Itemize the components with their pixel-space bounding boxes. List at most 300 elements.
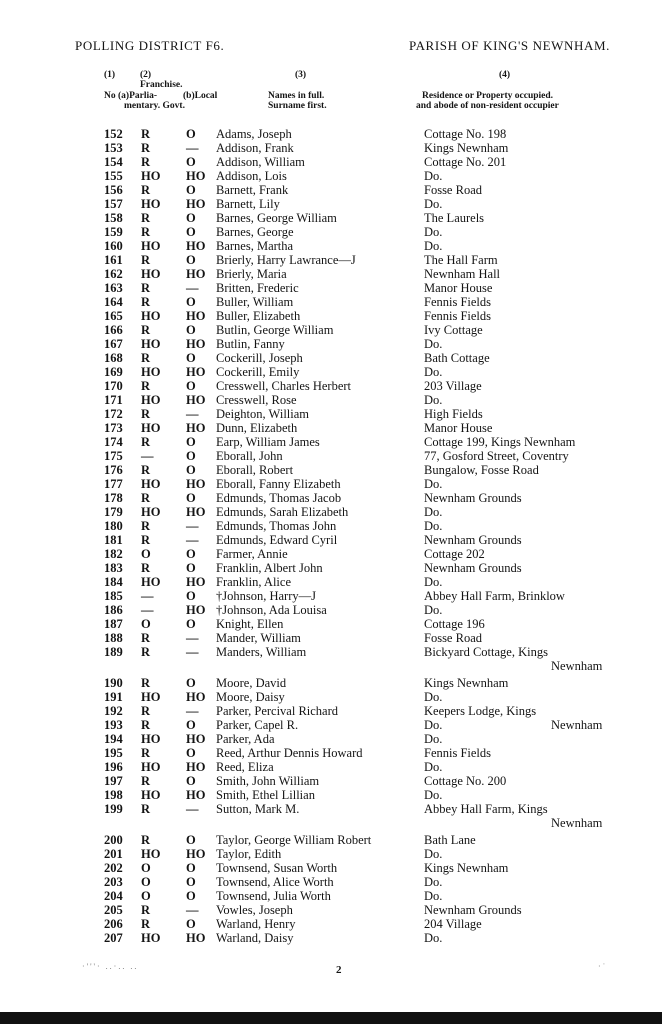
- parliamentary-franchise: R: [141, 141, 151, 155]
- elector-name: Cockerill, Emily: [216, 365, 300, 379]
- residence: Fennis Fields: [424, 309, 492, 323]
- local-govt-franchise: O: [186, 379, 196, 393]
- residence: 77, Gosford Street, Coventry: [424, 449, 569, 463]
- parliamentary-franchise: O: [141, 547, 151, 561]
- residence: Newnham Grounds: [424, 561, 522, 575]
- elector-name: Addison, Frank: [216, 141, 294, 155]
- residence: Do.: [424, 393, 443, 407]
- parliamentary-franchise: R: [141, 491, 151, 505]
- elector-row: [0, 225, 662, 239]
- elector-name: Buller, William: [216, 295, 294, 309]
- elector-name: Townsend, Julia Worth: [216, 889, 331, 903]
- elector-name: Franklin, Alice: [216, 575, 291, 589]
- elector-name: Reed, Eliza: [216, 760, 274, 774]
- local-govt-franchise: O: [186, 833, 196, 847]
- elector-number: 161: [104, 253, 123, 267]
- local-govt-franchise: HO: [186, 197, 206, 211]
- parliamentary-franchise: HO: [141, 365, 161, 379]
- elector-number: 168: [104, 351, 123, 365]
- parliamentary-franchise: R: [141, 704, 151, 718]
- parliamentary-franchise: HO: [141, 575, 161, 589]
- parliamentary-franchise: R: [141, 903, 151, 917]
- local-govt-franchise: —: [186, 645, 199, 659]
- elector-row: [0, 309, 662, 323]
- elector-row: [0, 676, 662, 690]
- local-govt-franchise: O: [186, 295, 196, 309]
- residence: Do.: [424, 197, 443, 211]
- elector-row: [0, 365, 662, 379]
- parliamentary-franchise: R: [141, 155, 151, 169]
- elector-row: [0, 561, 662, 575]
- elector-row: [0, 407, 662, 421]
- elector-name: Cresswell, Rose: [216, 393, 297, 407]
- elector-row: [0, 141, 662, 155]
- local-govt-franchise: O: [186, 351, 196, 365]
- local-govt-franchise: O: [186, 491, 196, 505]
- elector-number: 155: [104, 169, 123, 183]
- local-govt-franchise: O: [186, 211, 196, 225]
- elector-row: [0, 323, 662, 337]
- col2-number: (2): [140, 70, 152, 80]
- residence: Kings Newnham: [424, 676, 509, 690]
- residence: Cottage 196: [424, 617, 485, 631]
- parliamentary-franchise: R: [141, 379, 151, 393]
- elector-name: Townsend, Susan Worth: [216, 861, 338, 875]
- local-govt-franchise: HO: [186, 732, 206, 746]
- local-govt-franchise: O: [186, 435, 196, 449]
- local-govt-franchise: —: [186, 141, 199, 155]
- residence-continuation-line: [0, 816, 662, 830]
- local-govt-franchise: O: [186, 225, 196, 239]
- parliamentary-franchise: R: [141, 211, 151, 225]
- elector-number: 166: [104, 323, 123, 337]
- elector-name: Addison, Lois: [216, 169, 287, 183]
- elector-number: 170: [104, 379, 123, 393]
- elector-number: 156: [104, 183, 123, 197]
- elector-number: 184: [104, 575, 123, 589]
- elector-name: Parker, Ada: [216, 732, 275, 746]
- residence: Do.: [424, 337, 443, 351]
- residence-continuation-line: [0, 659, 662, 673]
- residence: Bath Cottage: [424, 351, 490, 365]
- elector-row: [0, 875, 662, 889]
- residence: Cottage 199, Kings Newnham: [424, 435, 576, 449]
- elector-name: †Johnson, Harry—J: [216, 589, 316, 603]
- residence: High Fields: [424, 407, 483, 421]
- elector-name: Parker, Percival Richard: [216, 704, 339, 718]
- elector-number: 153: [104, 141, 123, 155]
- parliamentary-franchise: HO: [141, 309, 161, 323]
- elector-number: 181: [104, 533, 123, 547]
- parliamentary-franchise: HO: [141, 477, 161, 491]
- residence: Newnham Grounds: [424, 903, 522, 917]
- elector-number: 177: [104, 477, 123, 491]
- elector-row: [0, 379, 662, 393]
- elector-number: 194: [104, 732, 123, 746]
- local-govt-franchise: HO: [186, 169, 206, 183]
- parliamentary-franchise: HO: [141, 393, 161, 407]
- residence-continuation: Newnham: [551, 718, 603, 732]
- elector-row: [0, 351, 662, 365]
- local-govt-franchise: —: [186, 631, 199, 645]
- elector-row: [0, 746, 662, 760]
- residence: Do.: [424, 875, 443, 889]
- residence: The Laurels: [424, 211, 485, 225]
- elector-row: [0, 889, 662, 903]
- local-govt-franchise: —: [186, 903, 199, 917]
- scan-specks-left: ·'''· ..·.. ..: [82, 962, 139, 971]
- parliamentary-franchise: R: [141, 746, 151, 760]
- parliamentary-franchise: R: [141, 519, 151, 533]
- residence: Bath Lane: [424, 833, 476, 847]
- parliamentary-franchise: R: [141, 225, 151, 239]
- local-govt-franchise: HO: [186, 788, 206, 802]
- elector-number: 157: [104, 197, 123, 211]
- elector-name: Reed, Arthur Dennis Howard: [216, 746, 363, 760]
- elector-number: 205: [104, 903, 123, 917]
- parliamentary-franchise: HO: [141, 931, 161, 945]
- elector-row: [0, 589, 662, 603]
- elector-number: 186: [104, 603, 123, 617]
- parliamentary-franchise: HO: [141, 732, 161, 746]
- residence: Do.: [424, 690, 443, 704]
- elector-number: 169: [104, 365, 123, 379]
- elector-row: [0, 337, 662, 351]
- elector-row: [0, 631, 662, 645]
- elector-name: Cockerill, Joseph: [216, 351, 303, 365]
- elector-number: 203: [104, 875, 123, 889]
- residence: Do.: [424, 505, 443, 519]
- elector-number: 182: [104, 547, 123, 561]
- elector-row: [0, 519, 662, 533]
- parliamentary-franchise: HO: [141, 421, 161, 435]
- elector-name: Eborall, Fanny Elizabeth: [216, 477, 341, 491]
- elector-number: 175: [104, 449, 123, 463]
- parliamentary-franchise: HO: [141, 788, 161, 802]
- col4-header-line2: and abode of non-resident occupier: [416, 101, 559, 111]
- elector-row: [0, 183, 662, 197]
- parliamentary-franchise: R: [141, 351, 151, 365]
- residence: Do.: [424, 603, 443, 617]
- elector-row: [0, 847, 662, 861]
- elector-number: 201: [104, 847, 123, 861]
- elector-row: [0, 463, 662, 477]
- parliamentary-franchise: HO: [141, 505, 161, 519]
- parliamentary-franchise: O: [141, 861, 151, 875]
- col2-title: Franchise.: [140, 80, 183, 90]
- elector-row: [0, 931, 662, 945]
- col3-header-line2: Surname first.: [268, 101, 327, 111]
- local-govt-franchise: O: [186, 589, 196, 603]
- elector-name: Edmunds, Edward Cyril: [216, 533, 338, 547]
- parliamentary-franchise: HO: [141, 847, 161, 861]
- local-govt-franchise: HO: [186, 239, 206, 253]
- elector-row: [0, 421, 662, 435]
- col2-header-line3: No (a)Parlia-: [104, 91, 158, 101]
- elector-name: Taylor, George William Robert: [216, 833, 372, 847]
- elector-name: Farmer, Annie: [216, 547, 288, 561]
- elector-number: 195: [104, 746, 123, 760]
- local-govt-franchise: O: [186, 449, 196, 463]
- residence: Do.: [424, 847, 443, 861]
- elector-name: Addison, William: [216, 155, 305, 169]
- elector-number: 202: [104, 861, 123, 875]
- elector-name: Cresswell, Charles Herbert: [216, 379, 352, 393]
- elector-row: [0, 903, 662, 917]
- elector-row: [0, 603, 662, 617]
- elector-number: 190: [104, 676, 123, 690]
- parliamentary-franchise: R: [141, 718, 151, 732]
- elector-name: Edmunds, Thomas Jacob: [216, 491, 342, 505]
- elector-name: Eborall, Robert: [216, 463, 294, 477]
- elector-row: [0, 477, 662, 491]
- elector-name: Earp, William James: [216, 435, 320, 449]
- parliamentary-franchise: R: [141, 631, 151, 645]
- col4-number: (4): [499, 70, 511, 80]
- elector-row: [0, 861, 662, 875]
- elector-row: [0, 718, 662, 732]
- elector-name: Moore, David: [216, 676, 287, 690]
- residence-continuation: Newnham: [551, 659, 603, 673]
- local-govt-franchise: —: [186, 407, 199, 421]
- residence: Do.: [424, 760, 443, 774]
- residence: Do.: [424, 225, 443, 239]
- elector-number: 158: [104, 211, 123, 225]
- residence: Newnham Grounds: [424, 491, 522, 505]
- local-govt-franchise: O: [186, 183, 196, 197]
- parliamentary-franchise: O: [141, 875, 151, 889]
- elector-number: 172: [104, 407, 123, 421]
- elector-number: 196: [104, 760, 123, 774]
- elector-row: [0, 690, 662, 704]
- polling-district-heading: POLLING DISTRICT F6.: [75, 38, 225, 53]
- local-govt-franchise: HO: [186, 393, 206, 407]
- page-number: 2: [336, 964, 342, 976]
- residence: Do.: [424, 519, 443, 533]
- parliamentary-franchise: HO: [141, 690, 161, 704]
- col3-header-line1: Names in full.: [268, 91, 325, 101]
- local-govt-franchise: HO: [186, 931, 206, 945]
- residence: Do.: [424, 169, 443, 183]
- residence: Cottage No. 198: [424, 127, 507, 141]
- elector-name: Barnett, Lily: [216, 197, 280, 211]
- elector-row: [0, 575, 662, 589]
- elector-number: 183: [104, 561, 123, 575]
- elector-name: Barnes, Martha: [216, 239, 294, 253]
- elector-row: [0, 253, 662, 267]
- elector-row: [0, 547, 662, 561]
- residence: Cottage 202: [424, 547, 485, 561]
- elector-name: Parker, Capel R.: [216, 718, 299, 732]
- elector-name: Deighton, William: [216, 407, 310, 421]
- col4-header-line1: Residence or Property occupied.: [422, 91, 554, 101]
- elector-row: [0, 774, 662, 788]
- residence: Do.: [424, 239, 443, 253]
- elector-row: [0, 449, 662, 463]
- elector-name: Edmunds, Sarah Elizabeth: [216, 505, 349, 519]
- elector-name: Sutton, Mark M.: [216, 802, 300, 816]
- parliamentary-franchise: R: [141, 676, 151, 690]
- scan-border: [0, 1012, 662, 1024]
- elector-name: Butlin, Fanny: [216, 337, 285, 351]
- elector-row: [0, 533, 662, 547]
- elector-number: 191: [104, 690, 123, 704]
- local-govt-franchise: O: [186, 746, 196, 760]
- parliamentary-franchise: R: [141, 463, 151, 477]
- residence: Do.: [424, 575, 443, 589]
- elector-row: [0, 127, 662, 141]
- elector-name: Warland, Daisy: [216, 931, 294, 945]
- residence: Kings Newnham: [424, 861, 509, 875]
- elector-name: Townsend, Alice Worth: [216, 875, 334, 889]
- local-govt-franchise: O: [186, 127, 196, 141]
- residence: 203 Village: [424, 379, 482, 393]
- elector-row: [0, 704, 662, 718]
- elector-number: 198: [104, 788, 123, 802]
- residence: Cottage No. 201: [424, 155, 507, 169]
- elector-name: Smith, Ethel Lillian: [216, 788, 315, 802]
- elector-name: Manders, William: [216, 645, 307, 659]
- local-govt-franchise: O: [186, 253, 196, 267]
- elector-name: Edmunds, Thomas John: [216, 519, 337, 533]
- local-govt-franchise: O: [186, 323, 196, 337]
- elector-row: [0, 617, 662, 631]
- local-govt-franchise: HO: [186, 847, 206, 861]
- residence: 204 Village: [424, 917, 482, 931]
- residence: Abbey Hall Farm, Kings: [424, 802, 548, 816]
- residence: Fennis Fields: [424, 295, 492, 309]
- elector-number: 200: [104, 833, 123, 847]
- residence: Manor House: [424, 421, 493, 435]
- parliamentary-franchise: R: [141, 774, 151, 788]
- elector-row: [0, 760, 662, 774]
- local-govt-franchise: HO: [186, 365, 206, 379]
- local-govt-franchise: —: [186, 281, 199, 295]
- parliamentary-franchise: R: [141, 802, 151, 816]
- parliamentary-franchise: R: [141, 323, 151, 337]
- elector-name: Barnett, Frank: [216, 183, 289, 197]
- elector-number: 163: [104, 281, 123, 295]
- local-govt-franchise: —: [186, 802, 199, 816]
- elector-name: Smith, John William: [216, 774, 320, 788]
- elector-number: 189: [104, 645, 123, 659]
- elector-number: 152: [104, 127, 123, 141]
- local-govt-franchise: O: [186, 861, 196, 875]
- col1-number: (1): [104, 70, 116, 80]
- elector-number: 187: [104, 617, 123, 631]
- parliamentary-franchise: HO: [141, 239, 161, 253]
- elector-name: Barnes, George: [216, 225, 294, 239]
- residence: Do.: [424, 477, 443, 491]
- local-govt-franchise: O: [186, 547, 196, 561]
- local-govt-franchise: O: [186, 889, 196, 903]
- parish-heading: PARISH OF KING'S NEWNHAM.: [408, 38, 610, 53]
- elector-name: Mander, William: [216, 631, 301, 645]
- parliamentary-franchise: R: [141, 281, 151, 295]
- residence: Do.: [424, 788, 443, 802]
- local-govt-franchise: O: [186, 561, 196, 575]
- residence: Do.: [424, 732, 443, 746]
- parliamentary-franchise: R: [141, 533, 151, 547]
- parliamentary-franchise: R: [141, 127, 151, 141]
- elector-name: Moore, Daisy: [216, 690, 285, 704]
- elector-name: †Johnson, Ada Louisa: [216, 603, 327, 617]
- elector-row: [0, 295, 662, 309]
- elector-number: 193: [104, 718, 123, 732]
- parliamentary-franchise: R: [141, 253, 151, 267]
- elector-name: Eborall, John: [216, 449, 283, 463]
- parliamentary-franchise: R: [141, 183, 151, 197]
- elector-name: Britten, Frederic: [216, 281, 299, 295]
- elector-name: Barnes, George William: [216, 211, 337, 225]
- residence: Bickyard Cottage, Kings: [424, 645, 548, 659]
- residence: Fosse Road: [424, 183, 482, 197]
- elector-row: [0, 211, 662, 225]
- elector-number: 154: [104, 155, 123, 169]
- elector-number: 192: [104, 704, 123, 718]
- elector-name: Brierly, Harry Lawrance—J: [216, 253, 356, 267]
- elector-number: 188: [104, 631, 123, 645]
- residence: Newnham Grounds: [424, 533, 522, 547]
- elector-row: [0, 169, 662, 183]
- parliamentary-franchise: HO: [141, 169, 161, 183]
- parliamentary-franchise: O: [141, 617, 151, 631]
- elector-row: [0, 435, 662, 449]
- parliamentary-franchise: HO: [141, 267, 161, 281]
- local-govt-franchise: HO: [186, 477, 206, 491]
- elector-number: 178: [104, 491, 123, 505]
- residence: Cottage No. 200: [424, 774, 507, 788]
- elector-number: 165: [104, 309, 123, 323]
- local-govt-franchise: —: [186, 519, 199, 533]
- local-govt-franchise: HO: [186, 690, 206, 704]
- elector-number: 206: [104, 917, 123, 931]
- local-govt-franchise: HO: [186, 603, 206, 617]
- local-govt-franchise: HO: [186, 337, 206, 351]
- elector-number: 160: [104, 239, 123, 253]
- elector-number: 180: [104, 519, 123, 533]
- elector-name: Dunn, Elizabeth: [216, 421, 298, 435]
- parliamentary-franchise: R: [141, 561, 151, 575]
- elector-row: [0, 732, 662, 746]
- elector-row: [0, 155, 662, 169]
- local-govt-franchise: —: [186, 533, 199, 547]
- parliamentary-franchise: R: [141, 295, 151, 309]
- elector-name: Franklin, Albert John: [216, 561, 323, 575]
- residence: Do.: [424, 718, 443, 732]
- elector-number: 173: [104, 421, 123, 435]
- elector-number: 162: [104, 267, 123, 281]
- col2-header-line4: mentary. Govt.: [124, 101, 185, 111]
- elector-list: [0, 127, 662, 945]
- residence: Do.: [424, 889, 443, 903]
- elector-row: [0, 505, 662, 519]
- local-govt-franchise: HO: [186, 309, 206, 323]
- elector-number: 197: [104, 774, 123, 788]
- elector-number: 199: [104, 802, 123, 816]
- elector-name: Vowles, Joseph: [216, 903, 293, 917]
- local-govt-franchise: O: [186, 155, 196, 169]
- col2-sub-b: (b)Local: [183, 91, 218, 101]
- local-govt-franchise: O: [186, 617, 196, 631]
- elector-number: 164: [104, 295, 123, 309]
- elector-row: [0, 491, 662, 505]
- residence: Fennis Fields: [424, 746, 492, 760]
- residence: Do.: [424, 365, 443, 379]
- scan-specks-right: · ˈ: [598, 962, 606, 971]
- elector-row: [0, 917, 662, 931]
- elector-name: Warland, Henry: [216, 917, 296, 931]
